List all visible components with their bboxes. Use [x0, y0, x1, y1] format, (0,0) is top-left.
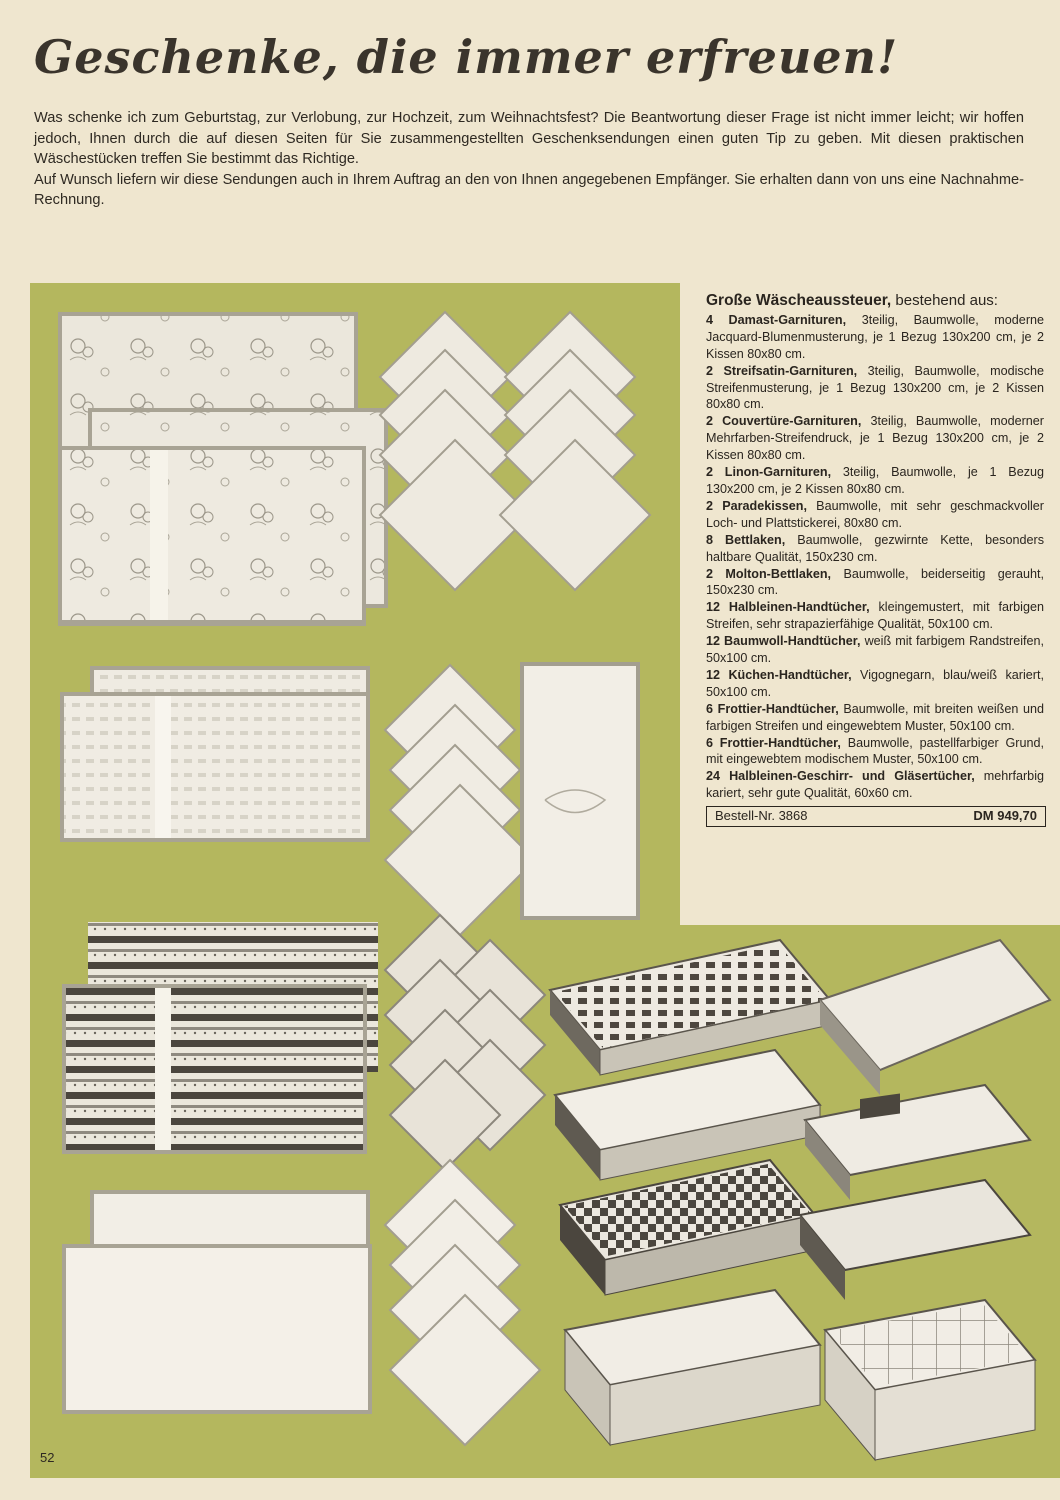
- page-number: 52: [40, 1450, 55, 1465]
- list-item: 8 Bettlaken, Baumwolle, gezwirnte Kette, besonders haltbare Qualität, 150x230 cm.: [706, 532, 1044, 564]
- price: DM 949,70: [973, 808, 1037, 824]
- product-name-suffix: bestehend aus:: [895, 292, 998, 309]
- order-box: [706, 806, 1046, 827]
- intro-paragraph: Was schenke ich zum Geburtstag, zur Verlobung, zur Hochzeit, zum Weihnachtsfest? Die Beantwortung dieser Frage ist nicht immer leicht; wir hoffen jedoch, Ihnen durch die auf diesen Seiten für Sie zusammengestellten Geschenksendungen einen guten Tip zu geben. Mit diesen praktischen Wäschestücken treffen Sie bestimmt das Richtige.: [34, 110, 1024, 167]
- list-item: 12 Halbleinen-Handtücher, kleingemustert, mit farbigen Streifen, sehr strapazierfähige Qualität, 50x100 cm.: [706, 600, 1044, 632]
- product-name: Große Wäscheaussteuer,: [706, 292, 892, 309]
- list-item: 6 Frottier-Handtücher, Baumwolle, mit breiten weißen und farbigen Streifen und eingewebtem Muster, 50x100 cm.: [706, 701, 1044, 733]
- satin-pillows-illustration: [385, 662, 640, 935]
- list-item: 6 Frottier-Handtücher, Baumwolle, pastellfarbiger Grund, mit eingewebtem modischem Muster, 50x100 cm.: [706, 735, 1045, 767]
- damask-bedding-illustration: [58, 312, 388, 626]
- satin-bedding-illustration: [60, 666, 370, 842]
- kitchen-towel-stack: [560, 1160, 815, 1295]
- list-item: 2 Couvertüre-Garnituren, 3teilig, Baumwolle, moderner Mehrfarben-Streifendruck, je 1 Bezug 130x200 cm, je 2 Kissen 80x80 cm.: [706, 414, 1044, 463]
- molton-sheet-roll: [820, 940, 1050, 1095]
- striped-bedding-illustration: [62, 922, 378, 1154]
- striped-hand-towel-stack: [550, 940, 830, 1075]
- striped-pillows-illustration: [385, 915, 545, 1170]
- order-number: Bestell-Nr. 3868: [715, 808, 808, 824]
- list-item: 2 Streifsatin-Garnituren, 3teilig, Baumwolle, modische Streifenmusterung, je 1 Bezug 130x200 cm, je 2 Kissen 80x80 cm.: [706, 363, 1044, 412]
- white-hand-towel-stack: [555, 1050, 820, 1180]
- damask-pillows-illustration: [380, 312, 650, 590]
- page-title: Geschenke, die immer erfreuen!: [34, 30, 899, 84]
- linen-bedding-illustration: [62, 1190, 372, 1414]
- list-item: 2 Molton-Bettlaken, Baumwolle, beiderseitig gerauht, 150x230 cm.: [706, 566, 1044, 598]
- list-item: 2 Linon-Garnituren, 3teilig, Baumwolle, je 1 Bezug 130x200 cm, je 2 Kissen 80x80 cm.: [706, 465, 1045, 496]
- list-item: 4 Damast-Garnituren, 3teilig, Baumwolle, moderne Jacquard-Blumenmusterung, je 1 Bezug 130x200 cm, je 2 Kissen 80x80 cm.: [706, 312, 1045, 361]
- list-item: 12 Baumwoll-Handtücher, weiß mit farbigem Randstreifen, 50x100 cm.: [706, 634, 1045, 666]
- patterned-terry-towel-stack: [805, 1085, 1030, 1200]
- list-item: 24 Halbleinen-Geschirr- und Gläsertücher, mehrfarbig kariert, sehr gute Qualität, 60x60 cm.: [706, 769, 1044, 801]
- list-item: 2 Paradekissen, Baumwolle, mit sehr geschmackvoller Loch- und Plattstickerei, 80x80 cm.: [706, 498, 1045, 530]
- linen-pillows-illustration: [385, 1160, 540, 1445]
- list-item: 12 Küchen-Handtücher, Vigognegarn, blau/weiß kariert, 50x100 cm.: [706, 667, 1044, 699]
- terry-towel-stack: [565, 1290, 820, 1445]
- glass-cloth-stack: [825, 1300, 1035, 1460]
- intro-paragraph: Auf Wunsch liefern wir diese Sendungen auch in Ihrem Auftrag an den von Ihnen angegebenen Empfänger. Sie erhalten dann von uns eine Nachnahme-Rechnung.: [34, 171, 1024, 208]
- product-description: [680, 283, 1060, 925]
